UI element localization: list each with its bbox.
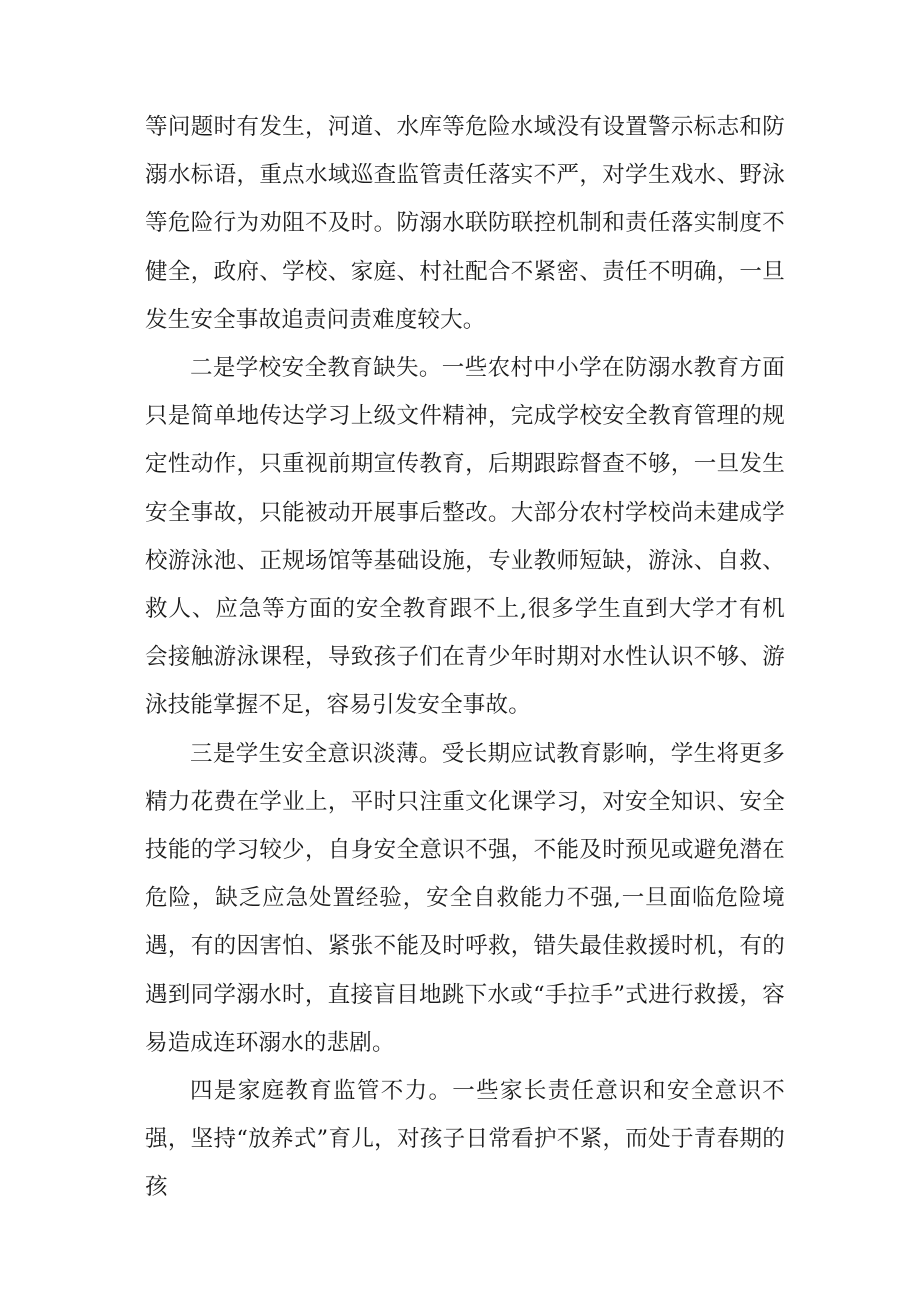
document-page <box>145 103 785 1212</box>
paragraph-school-safety-education: 二是学校安全教育缺失。一些农村中小学在防溺水教育方面只是简单地传达学习上级文件精神，完成学校安全教育管理的规定性动作，只重视前期宣传教育，后期跟踪督查不够，一旦发生安全事故，只能被动开展事后整改。大部分农村学校尚未建成学校游泳池、正规场馆等基础设施，专业教师短缺，游泳、自救、救人、应急等方面的安全教育跟不上,很多学生直到大学才有机会接触游泳课程，导致孩子们在青少年时期对水性认识不够、游泳技能掌握不足，容易引发安全事故。 <box>145 355 785 719</box>
paragraph-student-safety-awareness: 三是学生安全意识淡薄。受长期应试教育影响，学生将更多精力花费在学业上，平时只注重文化课学习，对安全知识、安全技能的学习较少，自身安全意识不强，不能及时预见或避免潜在危险，缺乏应急处置经验，安全自救能力不强,一旦面临危险境遇，有的因害怕、紧张不能及时呼救，错失最佳救援时机，有的遇到同学溺水时，直接盲目地跳下水或“手拉手”式进行救援，容易造成连环溺水的悲剧。 <box>145 740 785 1056</box>
paragraph-family-supervision: 四是家庭教育监管不力。一些家长责任意识和安全意识不强，坚持“放养式”育儿，对孩子日常看护不紧，而处于青春期的孩 <box>145 1078 785 1201</box>
paragraph-continuation: 等问题时有发生，河道、水库等危险水域没有设置警示标志和防溺水标语，重点水域巡查监管责任落实不严，对学生戏水、野泳等危险行为劝阻不及时。防溺水联防联控机制和责任落实制度不健全，政府、学校、家庭、村社配合不紧密、责任不明确，一旦发生安全事故追责问责难度较大。 <box>145 114 785 333</box>
